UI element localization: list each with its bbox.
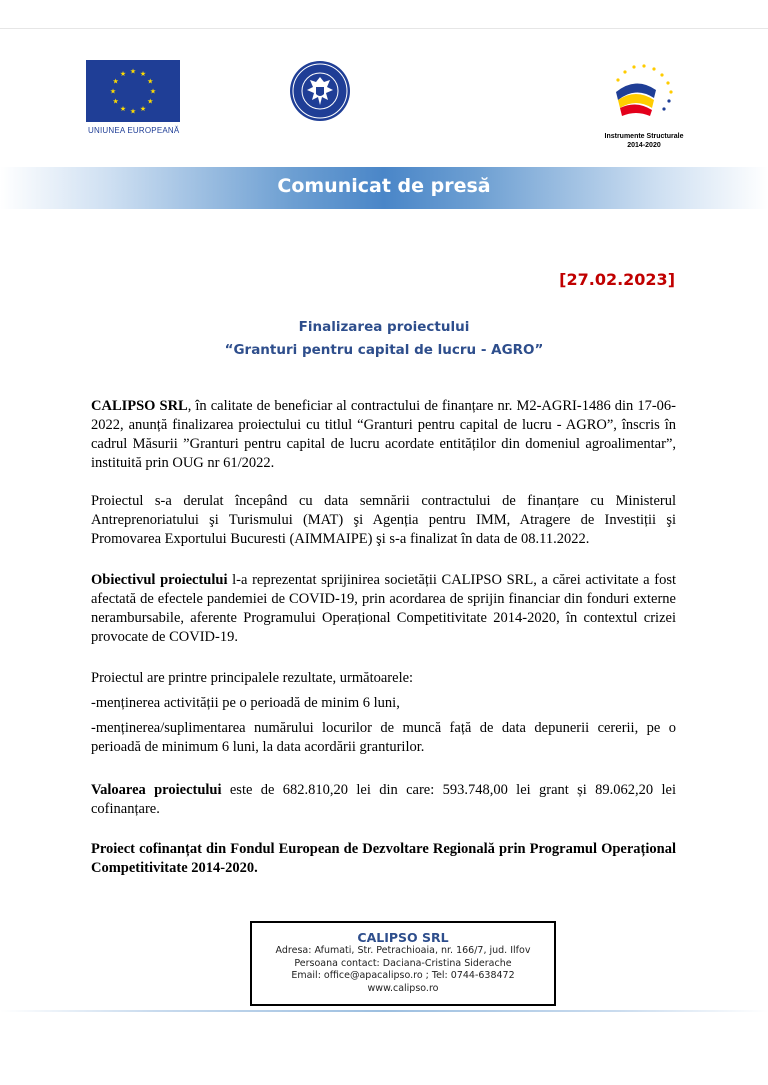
eu-star-icon: ★ xyxy=(119,104,127,113)
objective-text: l-a reprezentat sprijinirea societății CALIPSO SRL, a cărei activitate a fost afectată de efectele pandemiei de COVID-19, prin acordarea de sprijin financiar din fonduri externe nerambursabile, aferente Programului Operațional Competitivitate 2014-2020, în contextul crizei provocate de COVID-19. xyxy=(91,572,676,645)
structural-instruments-icon xyxy=(596,58,692,132)
eu-star-icon: ★ xyxy=(139,104,147,113)
paragraph-results xyxy=(91,669,676,763)
cofinancing-text: Proiect cofinanțat din Fondul European de Dezvoltare Regională prin Programul Operațional Competitivitate 2014-2020. xyxy=(91,841,676,876)
eu-star-icon: ★ xyxy=(129,67,137,76)
eu-label: UNIUNEA EUROPEANĂ xyxy=(88,126,180,135)
release-date: [27.02.2023] xyxy=(559,270,675,289)
beneficiary-text: , în calitate de beneficiar al contractului de finanțare nr. M2-AGRI-1486 din 17-06-2022, anunță finalizarea proiectului cu titlul “Granturi pentru capital de lucru - AGRO”, înscris în cadrul Măsurii ”Granturi pentru capital de lucru acordate entităților din domeniul agroalimentar”, instituită prin OUG nr 61/2022. xyxy=(91,398,676,471)
structural-instruments-label xyxy=(596,132,692,150)
value-text: este de 682.810,20 lei din care: 593.748,00 lei grant și 89.062,20 lei cofinanțare. xyxy=(91,782,676,817)
contact-address: Adresa: Afumati, Str. Petrachioaia, nr. 166/7, jud. Ilfov xyxy=(275,945,531,956)
results-item: -menținerea activității pe o perioadă de minim 6 luni, xyxy=(91,695,400,711)
contact-box xyxy=(250,921,556,1006)
logo-header xyxy=(0,52,768,152)
eu-star-icon: ★ xyxy=(139,70,147,79)
eu-star-icon: ★ xyxy=(112,77,119,86)
objective-label: Obiectivul proiectului xyxy=(91,572,228,588)
top-divider xyxy=(0,28,768,29)
title-line-2: “Granturi pentru capital de lucru - AGRO” xyxy=(224,342,544,358)
paragraph-beneficiary xyxy=(91,397,676,473)
romanian-government-seal-icon xyxy=(289,60,351,122)
contact-website[interactable]: www.calipso.ro xyxy=(367,982,439,994)
eu-star-icon: ★ xyxy=(129,107,137,116)
eu-star-icon: ★ xyxy=(119,70,127,79)
paragraph-cofinancing xyxy=(91,840,676,878)
paragraph-objective xyxy=(91,571,676,647)
contact-email-phone[interactable]: Email: office@apacalipso.ro ; Tel: 0744-638472 xyxy=(291,970,515,981)
paragraph-value xyxy=(91,781,676,819)
eu-star-icon: ★ xyxy=(147,97,154,106)
is-label-line2: 2014-2020 xyxy=(627,142,661,149)
title-line-1: Finalizarea proiectului xyxy=(298,319,470,335)
document-title xyxy=(0,316,768,362)
paragraph-implementation xyxy=(91,492,676,549)
eu-logo xyxy=(86,60,180,135)
eu-star-icon: ★ xyxy=(112,97,119,106)
implementation-text: Proiectul s-a derulat începând cu data semnării contractului de finanțare cu Ministerul Antreprenoriatului şi Turismului (MAT) şi Agenția pentru IMM, Atragere de Investiții şi Promovarea Exportului Bucuresti (AIMMAIPE) şi s-a finalizat în data de 08.11.2022. xyxy=(91,493,676,547)
bottom-divider xyxy=(0,1010,768,1012)
eu-flag-icon xyxy=(86,60,180,122)
banner-title: Comunicat de presă xyxy=(277,175,491,197)
results-item: -menținerea/suplimentarea numărului locurilor de muncă față de data depunerii cererii, pe o perioadă de minimum 6 luni, la data acordării granturilor. xyxy=(91,720,676,755)
eu-star-icon: ★ xyxy=(149,87,157,96)
beneficiary-name: CALIPSO SRL xyxy=(91,398,188,414)
contact-person: Persoana contact: Daciana-Cristina Siderache xyxy=(294,957,512,969)
press-release-banner xyxy=(0,167,768,209)
eu-star-icon: ★ xyxy=(109,87,117,96)
results-intro: Proiectul are printre principalele rezultate, următoarele: xyxy=(91,670,414,686)
contact-company: CALIPSO SRL xyxy=(357,930,449,945)
is-label-line1: Instrumente Structurale xyxy=(604,133,684,140)
eu-star-icon: ★ xyxy=(147,77,154,86)
value-label: Valoarea proiectului xyxy=(91,782,222,798)
structural-instruments-logo xyxy=(596,58,692,148)
